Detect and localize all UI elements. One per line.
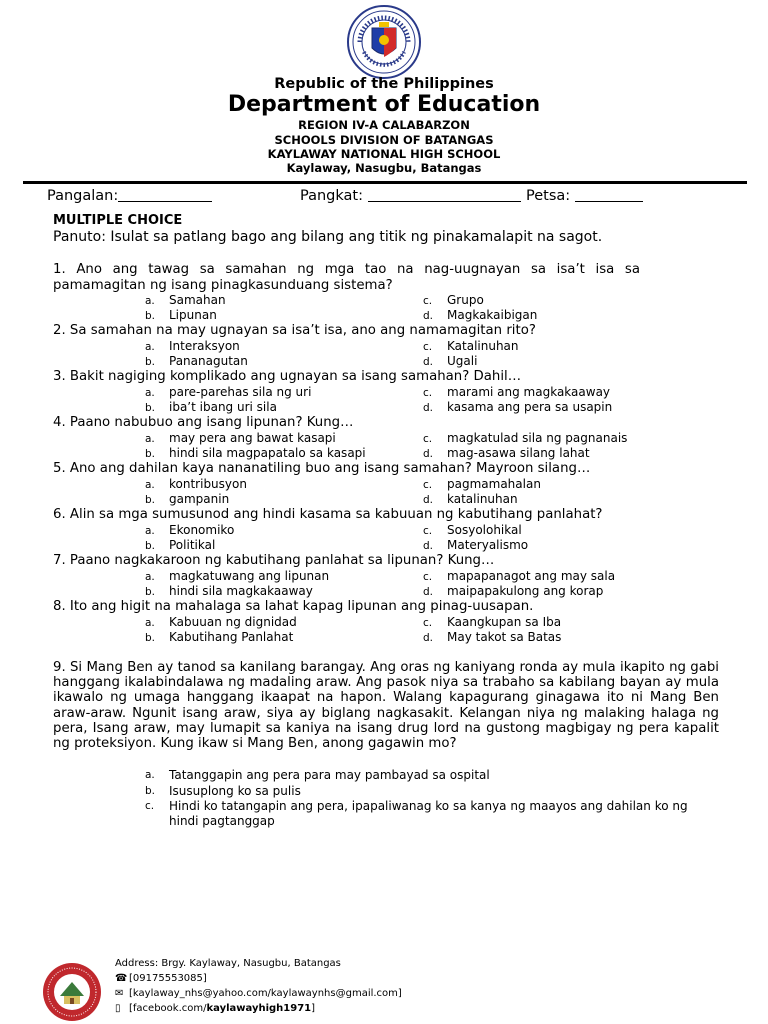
question-text: 3. Bakit nagiging komplikado ang ugnayan sa isang samahan? Dahil… <box>53 369 522 384</box>
facebook-handle: kaylawayhigh1971 <box>206 1003 312 1014</box>
answer-option[interactable] <box>145 584 313 598</box>
option-text: Samahan <box>169 293 226 307</box>
date-field[interactable] <box>526 186 643 204</box>
option-letter: b. <box>145 540 156 552</box>
answer-option[interactable] <box>145 400 277 414</box>
option-letter: b. <box>145 494 156 506</box>
division-line: SCHOOLS DIVISION OF BATANGAS <box>274 133 494 147</box>
answer-option[interactable] <box>423 477 541 491</box>
option-text: gampanin <box>169 492 230 506</box>
option-text: Pananagutan <box>169 354 248 368</box>
option-letter: c. <box>423 433 433 445</box>
answer-option[interactable] <box>423 431 627 445</box>
answer-option[interactable] <box>145 293 226 307</box>
option-text: Materyalismo <box>447 538 529 552</box>
answer-option[interactable] <box>423 615 561 629</box>
option-letter: d. <box>423 632 434 644</box>
option-letter: b. <box>145 586 156 598</box>
question-text: 2. Sa samahan na may ugnayan sa isa’t isa, ano ang namamagitan rito? <box>53 323 536 338</box>
option-letter: b. <box>145 310 156 322</box>
date-blank[interactable] <box>575 186 643 202</box>
option-letter: b. <box>145 785 156 797</box>
option-text: Katalinuhan <box>447 339 519 353</box>
section-blank[interactable] <box>368 186 521 202</box>
name-field[interactable] <box>47 186 212 204</box>
option-letter: a. <box>145 617 155 629</box>
facebook-link[interactable] <box>129 1003 315 1014</box>
option-letter: a. <box>145 387 155 399</box>
option-text: hindi sila magpapatalo sa kasapi <box>169 446 366 460</box>
answer-option[interactable] <box>145 431 336 445</box>
answer-option[interactable] <box>145 446 366 460</box>
deped-seal-logo <box>346 4 422 80</box>
footer-facebook <box>115 1003 315 1014</box>
option-text: hindi sila magkakaaway <box>169 584 313 598</box>
option-letter: c. <box>423 525 433 537</box>
option-text: Tatanggapin ang pera para may pambayad sa ospital <box>169 768 490 782</box>
facebook-prefix: [facebook.com/ <box>129 1003 207 1014</box>
option-text: Ugali <box>447 354 478 368</box>
date-label: Petsa: <box>526 188 571 204</box>
option-letter: c. <box>145 800 155 812</box>
footer-address: Address: Brgy. Kaylaway, Nasugbu, Batangas <box>115 958 341 969</box>
option-text: Hindi ko tatangapin ang pera, ipapaliwanag ko sa kanya ng maayos ang dahilan ko ng hindi pagtanggap <box>169 799 688 828</box>
section-label: Pangkat: <box>300 188 363 204</box>
answer-option[interactable] <box>145 569 329 583</box>
option-letter: a. <box>145 571 155 583</box>
option-text: magkatuwang ang lipunan <box>169 569 330 583</box>
answer-option[interactable] <box>423 339 519 353</box>
answer-option[interactable] <box>145 492 229 506</box>
school-line: KAYLAWAY NATIONAL HIGH SCHOOL <box>267 147 501 161</box>
answer-option[interactable] <box>145 523 234 537</box>
question-9-option[interactable] <box>145 768 745 783</box>
option-text: Grupo <box>447 293 484 307</box>
answer-option[interactable] <box>145 385 311 399</box>
answer-option[interactable] <box>423 630 561 644</box>
option-text: mapapanagot ang may sala <box>447 569 616 583</box>
question-9-option[interactable] <box>145 799 715 829</box>
option-text: Magkakaibigan <box>447 308 538 322</box>
footer-phone <box>115 973 207 984</box>
option-letter: a. <box>145 525 155 537</box>
location-line: Kaylaway, Nasugbu, Batangas <box>286 161 482 175</box>
question-text: 7. Paano nagkakaroon ng kabutihang panlahat sa lipunan? Kung… <box>53 553 495 568</box>
option-text: Kabuuan ng dignidad <box>169 615 297 629</box>
option-letter: c. <box>423 295 433 307</box>
name-blank[interactable] <box>118 186 212 202</box>
answer-option[interactable] <box>423 446 590 460</box>
question-text: 8. Ito ang higit na mahalaga sa lahat kapag lipunan ang pinag-uusapan. <box>53 599 534 614</box>
answer-option[interactable] <box>423 584 603 598</box>
option-text: Isusuplong ko sa pulis <box>169 784 301 798</box>
option-letter: c. <box>423 479 433 491</box>
option-letter: b. <box>145 448 156 460</box>
option-letter: d. <box>423 448 434 460</box>
option-letter: b. <box>145 402 156 414</box>
answer-option[interactable] <box>423 385 610 399</box>
option-letter: a. <box>145 479 155 491</box>
section-field[interactable] <box>300 186 521 204</box>
answer-option[interactable] <box>145 538 215 552</box>
option-letter: d. <box>423 586 434 598</box>
answer-option[interactable] <box>145 477 247 491</box>
option-text: Politikal <box>169 538 216 552</box>
name-label: Pangalan: <box>47 188 119 204</box>
option-letter: c. <box>423 571 433 583</box>
option-text: pagmamahalan <box>447 477 541 491</box>
question-text: 1. Ano ang tawag sa samahan ng mga tao na nag-uugnayan sa isa’t isa sa pamamagitan ng isang pinagkasunduang sistema? <box>53 262 640 293</box>
answer-option[interactable] <box>423 308 537 322</box>
question-text: 6. Alin sa mga sumusunod ang hindi kasama sa kabuuan ng kabutihang panlahat? <box>53 507 603 522</box>
answer-option[interactable] <box>145 630 293 644</box>
option-letter: b. <box>145 356 156 368</box>
option-letter: d. <box>423 494 434 506</box>
option-letter: c. <box>423 341 433 353</box>
option-letter: b. <box>145 632 156 644</box>
option-text: Kaangkupan sa Iba <box>447 615 562 629</box>
option-letter: d. <box>423 356 434 368</box>
option-letter: a. <box>145 433 155 445</box>
option-letter: d. <box>423 540 434 552</box>
instructions: Panuto: Isulat sa patlang bago ang bilang ang titik ng pinakamalapit na sagot. <box>53 229 603 245</box>
option-text: kasama ang pera sa usapin <box>447 400 613 414</box>
answer-option[interactable] <box>423 293 484 307</box>
option-text: iba’t ibang uri sila <box>169 400 277 414</box>
answer-option[interactable] <box>145 615 297 629</box>
option-text: may pera ang bawat kasapi <box>169 431 336 445</box>
answer-option[interactable] <box>145 339 240 353</box>
option-letter: a. <box>145 341 155 353</box>
email-address[interactable]: [kaylaway_nhs@yahoo.com/kaylawaynhs@gmail.com] <box>129 988 402 999</box>
option-letter: c. <box>423 387 433 399</box>
republic-heading: Republic of the Philippines <box>274 76 494 92</box>
option-text: marami ang magkakaaway <box>447 385 611 399</box>
phone-number[interactable]: [09175553085] <box>129 973 207 984</box>
answer-option[interactable] <box>423 400 612 414</box>
question-text: 4. Paano nabubuo ang isang lipunan? Kung… <box>53 415 354 430</box>
option-text: magkatulad sila ng pagnanais <box>447 431 628 445</box>
school-logo <box>42 962 102 1022</box>
facebook-suffix: ] <box>311 1003 316 1014</box>
option-text: Interaksyon <box>169 339 240 353</box>
option-letter: d. <box>423 402 434 414</box>
section-title: MULTIPLE CHOICE <box>53 213 183 228</box>
header-divider <box>23 181 747 184</box>
answer-option[interactable] <box>423 354 477 368</box>
option-text: katalinuhan <box>447 492 518 506</box>
option-letter: a. <box>145 769 155 781</box>
email-icon: ✉ <box>115 988 124 999</box>
option-text: Sosyolohikal <box>447 523 522 537</box>
answer-option[interactable] <box>145 308 217 322</box>
question-9-text: 9. Si Mang Ben ay tanod sa kanilang barangay. Ang oras ng kaniyang ronda ay mula ikapito ng gabi hanggang ikalabindalawa ng madaling araw. Ang pasok niya sa trabaho sa kabilang bayan ay mula ikawalo ng umaga hanggang ikaapat na hapon. Walang kapagurang ginagawa ito ni Mang Ben araw-araw. Ngunit isang araw, siya ay biglang nagkasakit. Kelangan niya ng malaking halaga ng pera, Isang araw, may lumapit sa kaniya na isang drug lord na gustong magbigay ng pera kapalit ng proteksiyon. Kung ikaw si Mang Ben, anong gagawin mo? <box>53 660 719 752</box>
option-letter: a. <box>145 295 155 307</box>
option-text: Kabutihang Panlahat <box>169 630 294 644</box>
answer-option[interactable] <box>145 354 248 368</box>
question-9-option[interactable] <box>145 784 745 799</box>
option-letter: d. <box>423 310 434 322</box>
answer-option[interactable] <box>423 569 615 583</box>
question-text: 5. Ano ang dahilan kaya nananatiling buo ang isang samahan? Mayroon silang… <box>53 461 591 476</box>
region-line: REGION IV-A CALABARZON <box>298 118 470 132</box>
option-text: Ekonomiko <box>169 523 235 537</box>
option-text: Lipunan <box>169 308 217 322</box>
footer-email <box>115 988 402 999</box>
answer-option[interactable] <box>423 492 518 506</box>
phone-icon: ☎ <box>115 973 128 984</box>
answer-option[interactable] <box>423 523 522 537</box>
department-title: Department of Education <box>227 92 541 117</box>
option-text: pare-parehas sila ng uri <box>169 385 312 399</box>
option-text: maipapakulong ang korap <box>447 584 604 598</box>
option-text: May takot sa Batas <box>447 630 562 644</box>
option-text: mag-asawa silang lahat <box>447 446 590 460</box>
facebook-icon: ▯ <box>115 1003 121 1014</box>
option-text: kontribusyon <box>169 477 247 491</box>
answer-option[interactable] <box>423 538 528 552</box>
option-letter: c. <box>423 617 433 629</box>
